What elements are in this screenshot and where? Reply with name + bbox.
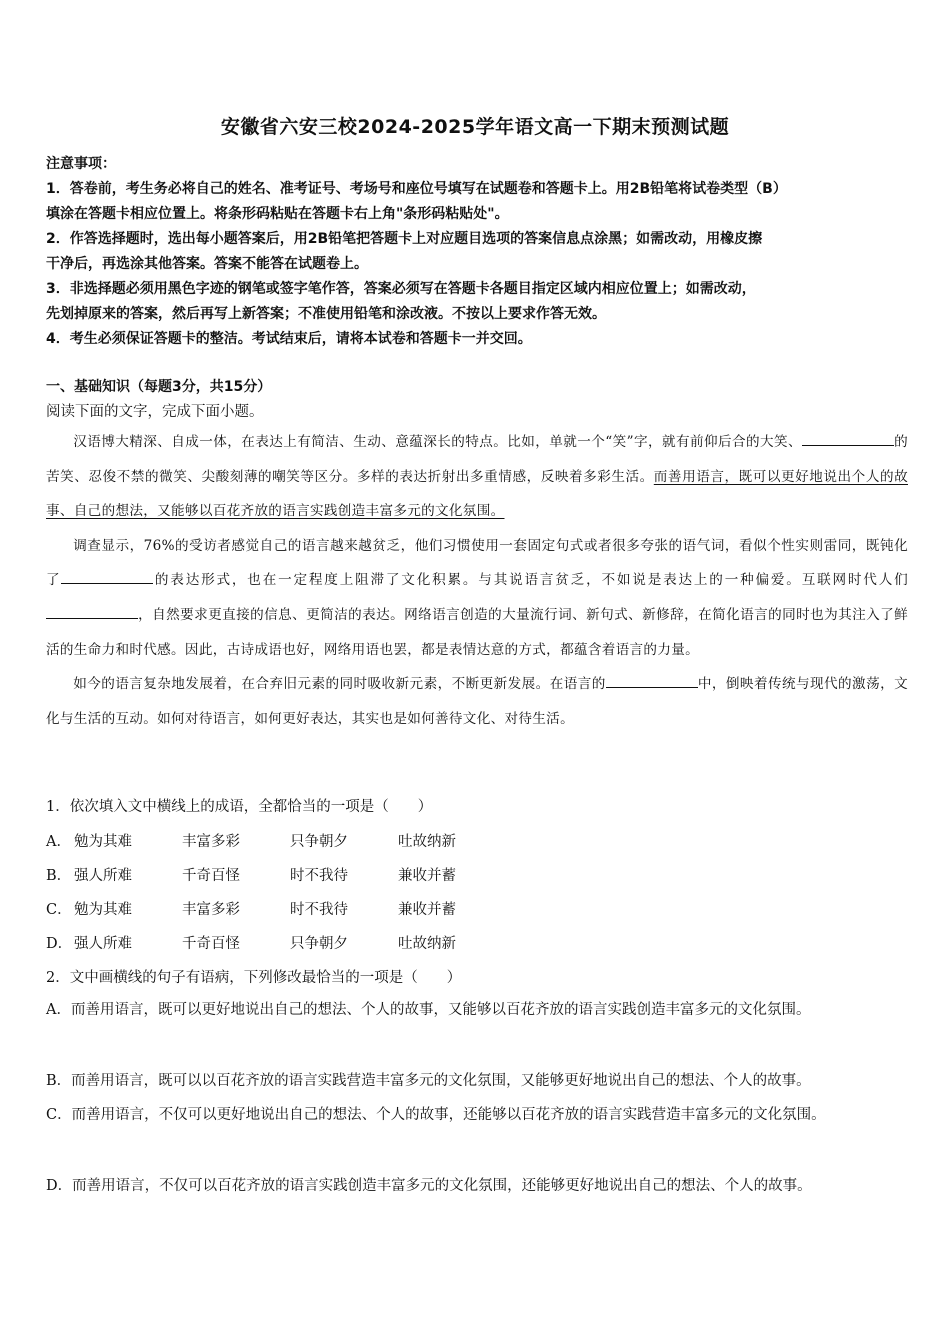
passage-text: 如今的语言复杂地发展着，在合弃旧元素的同时吸收新元素，不断更新发展。在语言的 <box>73 676 606 693</box>
option-word: 只争朝夕 <box>290 936 348 952</box>
notes-line: 2．作答选择题时，选出每小题答案后，用2B铅笔把答题卡上对应题目选项的答案信息点涂黑；如需改动，用橡皮擦 <box>46 231 763 247</box>
option-word: 勉为其难 <box>74 902 132 918</box>
notes-line: 1．答卷前，考生务必将自己的姓名、准考证号、考场号和座位号填写在试题卷和答题卡上。用2B铅笔将试卷类型（B） <box>46 181 787 197</box>
option-word: 时不我待 <box>290 868 348 884</box>
q2-option-a: A．而善用语言，既可以更好地说出自己的想法、个人的故事，又能够以百花齐放的语言实践创造丰富多元的文化氛围。 <box>46 1002 811 1018</box>
option-letter: A． <box>46 834 71 850</box>
option-word: 兼收并蓄 <box>398 902 456 918</box>
option-word: 千奇百怪 <box>182 936 240 952</box>
passage-paragraph-1 <box>46 425 908 529</box>
passage-paragraph-3 <box>46 667 908 736</box>
fill-blank-4 <box>606 672 698 688</box>
question-2-stem: 2．文中画横线的句子有语病，下列修改最恰当的一项是（ ） <box>46 970 462 986</box>
q1-option-a <box>46 830 506 851</box>
q2-option-d: D．而善用语言，不仅可以百花齐放的语言实践创造丰富多元的文化氛围，还能够更好地说出自己的想法、个人的故事。 <box>46 1178 812 1194</box>
option-word: 强人所难 <box>74 868 132 884</box>
option-word: 兼收并蓄 <box>398 868 456 884</box>
q2-option-b: B．而善用语言，既可以以百花齐放的语言实践营造丰富多元的文化氛围，又能够更好地说出自己的想法、个人的故事。 <box>46 1073 811 1089</box>
notes-line: 干净后，再选涂其他答案。答案不能答在试题卷上。 <box>46 256 368 272</box>
q2-option-c: C．而善用语言，不仅可以更好地说出自己的想法、个人的故事，还能够以百花齐放的语言实践营造丰富多元的文化氛围。 <box>46 1107 826 1123</box>
reading-passage <box>46 425 908 736</box>
option-word: 只争朝夕 <box>290 834 348 850</box>
question-1-stem: 1．依次填入文中横线上的成语，全都恰当的一项是（ ） <box>46 799 433 815</box>
fill-blank-3 <box>46 603 138 619</box>
notes-line: 3．非选择题必须用黑色字迹的钢笔或签字笔作答，答案必须写在答题卡各题目指定区域内相应位置上；如需改动， <box>46 281 756 297</box>
option-word: 千奇百怪 <box>182 868 240 884</box>
passage-text: ，自然要求更直接的信息、更简洁的表达。网络语言创造的大量流行词、新句式、新修辞，在简化语言的同时也为其注入了鲜活的生命力和时代感。因此，古诗成语也好，网络用语也罢，都是表情达意的方式，都蕴含着语言的力量。 <box>46 606 908 658</box>
passage-text: 调查显示，76%的受访者感觉自己的语言越来越贫乏，他们习惯使用一套固定句式或者很多夸张的语气词，看似个性实则雷同，既钝化了 <box>46 537 908 589</box>
notes-block <box>46 152 908 352</box>
page-title: 安徽省六安三校2024-2025学年语文高一下期末预测试题 <box>220 116 730 138</box>
q1-option-c <box>46 898 506 919</box>
underlined-sentence: 而善用语言，既可以更好地说出个人的故事、自己的想法，又能够以百花齐放的语言实践创造丰富多元的文化氛围。 <box>46 468 908 520</box>
option-letter: B． <box>46 868 72 884</box>
q1-option-d <box>46 932 506 953</box>
notes-line: 填涂在答题卡相应位置上。将条形码粘贴在答题卡右上角"条形码粘贴处"。 <box>46 206 509 222</box>
fill-blank-2 <box>61 568 153 584</box>
section-heading: 一、基础知识（每题3分，共15分） <box>46 379 272 395</box>
notes-line: 先划掉原来的答案，然后再写上新答案；不准使用铅笔和涂改液。不按以上要求作答无效。 <box>46 306 606 322</box>
section-intro: 阅读下面的文字，完成下面小题。 <box>46 404 264 420</box>
option-word: 勉为其难 <box>74 834 132 850</box>
passage-text: 汉语博大精深、自成一体，在表达上有简洁、生动、意蕴深长的特点。比如，单就一个“笑”字，就有前仰后合的大笑、 <box>73 434 802 450</box>
option-word: 吐故纳新 <box>398 936 456 952</box>
notes-line: 4．考生必须保证答题卡的整洁。考试结束后，请将本试卷和答题卡一并交回。 <box>46 331 532 347</box>
q1-option-b <box>46 864 506 885</box>
notes-heading: 注意事项： <box>46 156 116 172</box>
fill-blank-1 <box>802 430 894 446</box>
option-word: 强人所难 <box>74 936 132 952</box>
passage-text: 的表达形式，也在一定程度上阻滞了文化积累。与其说语言贫乏，不如说是表达上的一种偏爱。互联网时代人们 <box>153 572 908 589</box>
option-word: 时不我待 <box>290 902 348 918</box>
option-word: 丰富多彩 <box>182 902 240 918</box>
passage-paragraph-2 <box>46 529 908 667</box>
option-letter: D． <box>46 936 73 952</box>
passage-text: 中，倒映着传统与现代的激荡，文化与生活的互动。如何对待语言，如何更好表达，其实也是如何善待文化、对待生活。 <box>46 676 908 727</box>
passage-text: 的苦笑、忍俊不禁的微笑、尖酸刻薄的嘲笑等区分。多样的表达折射出多重情感，反映着多彩生活。 <box>46 434 908 485</box>
option-letter: C． <box>46 902 72 918</box>
option-word: 丰富多彩 <box>182 834 240 850</box>
option-word: 吐故纳新 <box>398 834 456 850</box>
